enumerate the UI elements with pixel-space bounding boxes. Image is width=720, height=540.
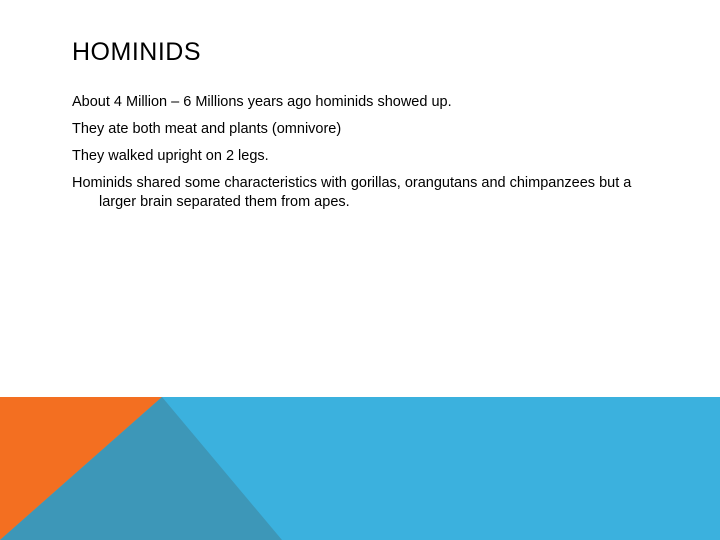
slide-title: HOMINIDS	[72, 38, 201, 66]
bullet-item: About 4 Million – 6 Millions years ago hominids showed up.	[72, 94, 452, 110]
footer-decoration	[0, 397, 720, 540]
bullet-item: They ate both meat and plants (omnivore)	[72, 121, 342, 137]
bullet-item: They walked upright on 2 legs.	[72, 148, 269, 164]
bullet-list	[72, 93, 662, 220]
bullet-item: Hominids shared some characteristics with gorillas, orangutans and chimpanzees but a larger brain separated them from apes.	[72, 175, 632, 210]
